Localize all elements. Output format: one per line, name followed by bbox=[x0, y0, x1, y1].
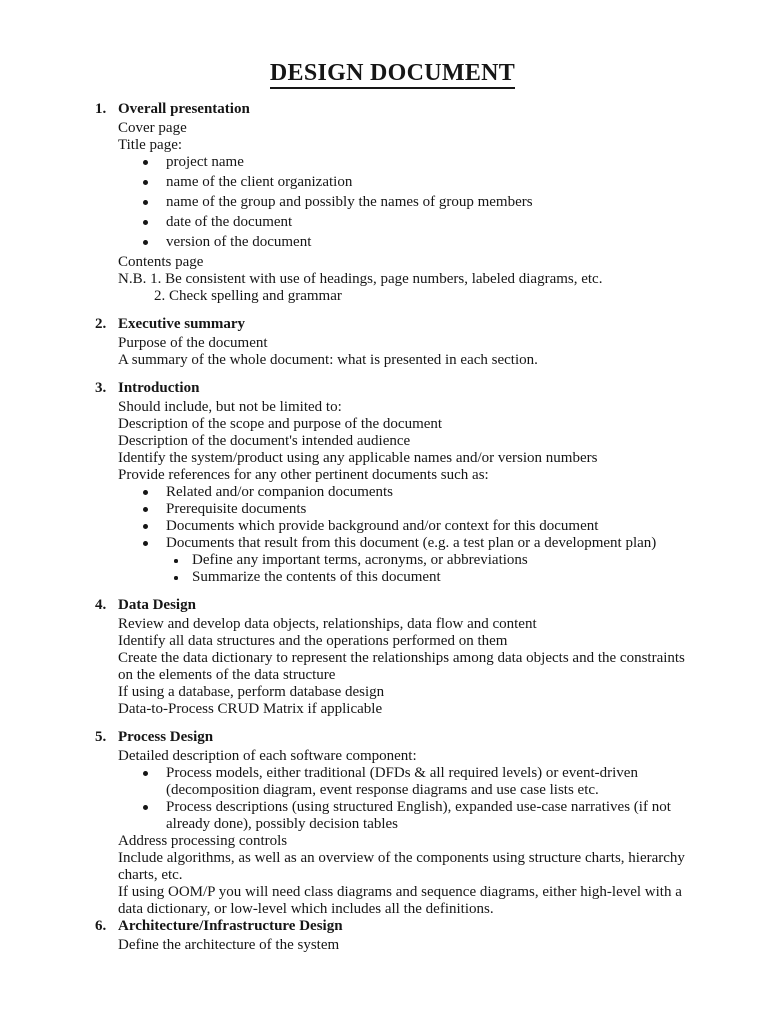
paragraph: Data-to-Process CRUD Matrix if applicable bbox=[118, 701, 383, 717]
list-item-text: date of the document bbox=[166, 214, 293, 230]
list-item-text: Documents which provide background and/or context for this document bbox=[166, 518, 599, 534]
section-number: 3. bbox=[95, 380, 107, 396]
bullet-icon bbox=[143, 490, 148, 495]
bullet-list bbox=[118, 765, 690, 833]
section-number: 4. bbox=[95, 597, 107, 613]
list-item bbox=[118, 234, 690, 251]
list-item-text: Prerequisite documents bbox=[166, 501, 307, 517]
section-heading: Architecture/Infrastructure Design bbox=[118, 918, 343, 934]
section-body bbox=[118, 399, 690, 586]
bullet-icon bbox=[143, 200, 148, 205]
section-introduction bbox=[95, 380, 690, 586]
paragraph: Address processing controls bbox=[118, 833, 288, 849]
document-title-text: DESIGN DOCUMENT bbox=[270, 60, 515, 89]
bullet-icon bbox=[143, 805, 148, 810]
section-number: 5. bbox=[95, 729, 107, 745]
section-heading-row bbox=[95, 597, 690, 614]
paragraph: If using a database, perform database design bbox=[118, 684, 385, 700]
section-heading-row bbox=[95, 918, 690, 935]
list-item-text: Process descriptions (using structured English), expanded use-case narratives (if not already done), possibly decision tables bbox=[166, 799, 671, 832]
bullet-icon bbox=[143, 524, 148, 529]
section-number: 2. bbox=[95, 316, 107, 332]
section-heading-row bbox=[95, 729, 690, 746]
sub-bullet-icon bbox=[174, 576, 178, 580]
paragraph: Description of the scope and purpose of the document bbox=[118, 416, 443, 432]
list-item bbox=[118, 484, 690, 501]
list-item bbox=[118, 194, 690, 211]
bullet-icon bbox=[143, 771, 148, 776]
document-title bbox=[95, 58, 690, 88]
sub-list-item bbox=[118, 552, 690, 569]
section-executive-summary bbox=[95, 316, 690, 369]
paragraph: Include algorithms, as well as an overview of the components using structure charts, hierarchy charts, etc. bbox=[118, 850, 685, 883]
bullet-icon bbox=[143, 160, 148, 165]
bullet-icon bbox=[143, 541, 148, 546]
sub-list-item bbox=[118, 569, 690, 586]
paragraph: Description of the document's intended audience bbox=[118, 433, 411, 449]
paragraph: Review and develop data objects, relationships, data flow and content bbox=[118, 616, 537, 632]
list-item-text: Process models, either traditional (DFDs & all required levels) or event-driven (decomposition diagram, event response diagrams and use case lists etc. bbox=[166, 765, 638, 798]
list-item bbox=[118, 501, 690, 518]
section-body bbox=[118, 335, 690, 369]
list-item bbox=[118, 154, 690, 171]
list-item-text: Summarize the contents of this document bbox=[192, 569, 441, 585]
paragraph: N.B. 1. Be consistent with use of headings, page numbers, labeled diagrams, etc. bbox=[118, 271, 603, 287]
bullet-icon bbox=[143, 180, 148, 185]
section-heading: Process Design bbox=[118, 729, 214, 745]
paragraph: If using OOM/P you will need class diagrams and sequence diagrams, either high-level with a data dictionary, or low-level which includes all the definitions. bbox=[118, 884, 682, 917]
paragraph: Identify all data structures and the operations performed on them bbox=[118, 633, 508, 649]
list-item-text: Documents that result from this document (e.g. a test plan or a development plan) bbox=[166, 535, 657, 551]
list-item-text: name of the client organization bbox=[166, 174, 353, 190]
paragraph: Should include, but not be limited to: bbox=[118, 399, 342, 415]
list-item-text: Define any important terms, acronyms, or abbreviations bbox=[192, 552, 528, 568]
list-item-text: Related and/or companion documents bbox=[166, 484, 394, 500]
section-heading: Data Design bbox=[118, 597, 196, 613]
section-body bbox=[118, 937, 690, 954]
list-item-text: project name bbox=[166, 154, 244, 170]
section-heading-row bbox=[95, 380, 690, 397]
paragraph: Cover page bbox=[118, 120, 187, 136]
section-architecture-design bbox=[95, 918, 690, 954]
section-heading: Executive summary bbox=[118, 316, 246, 332]
list-item bbox=[118, 765, 690, 799]
list-item bbox=[118, 518, 690, 535]
list-item bbox=[118, 174, 690, 191]
section-heading-row bbox=[95, 101, 690, 118]
paragraph: 2. Check spelling and grammar bbox=[154, 288, 342, 304]
section-number: 1. bbox=[95, 101, 107, 117]
section-overall-presentation bbox=[95, 101, 690, 305]
bullet-list bbox=[118, 484, 690, 586]
section-number: 6. bbox=[95, 918, 107, 934]
section-heading-row bbox=[95, 316, 690, 333]
paragraph: A summary of the whole document: what is presented in each section. bbox=[118, 352, 538, 368]
paragraph: Detailed description of each software component: bbox=[118, 748, 417, 764]
bullet-list bbox=[118, 154, 690, 251]
list-item bbox=[118, 799, 690, 833]
bullet-icon bbox=[143, 240, 148, 245]
paragraph: Define the architecture of the system bbox=[118, 937, 340, 953]
bullet-icon bbox=[143, 220, 148, 225]
section-body bbox=[118, 120, 690, 305]
paragraph: Title page: bbox=[118, 137, 183, 153]
paragraph: Contents page bbox=[118, 254, 204, 270]
list-item bbox=[118, 535, 690, 552]
section-process-design bbox=[95, 729, 690, 918]
list-item-text: name of the group and possibly the names of group members bbox=[166, 194, 533, 210]
section-body bbox=[118, 748, 690, 918]
paragraph: Purpose of the document bbox=[118, 335, 268, 351]
section-heading: Overall presentation bbox=[118, 101, 250, 117]
section-data-design bbox=[95, 597, 690, 718]
section-heading: Introduction bbox=[118, 380, 200, 396]
paragraph: Identify the system/product using any applicable names and/or version numbers bbox=[118, 450, 598, 466]
bullet-icon bbox=[143, 507, 148, 512]
sub-bullet-icon bbox=[174, 559, 178, 563]
section-body bbox=[118, 616, 690, 718]
paragraph: Provide references for any other pertinent documents such as: bbox=[118, 467, 489, 483]
list-item-text: version of the document bbox=[166, 234, 312, 250]
list-item bbox=[118, 214, 690, 231]
paragraph: Create the data dictionary to represent the relationships among data objects and the constraints on the elements of the data structure bbox=[118, 650, 685, 683]
